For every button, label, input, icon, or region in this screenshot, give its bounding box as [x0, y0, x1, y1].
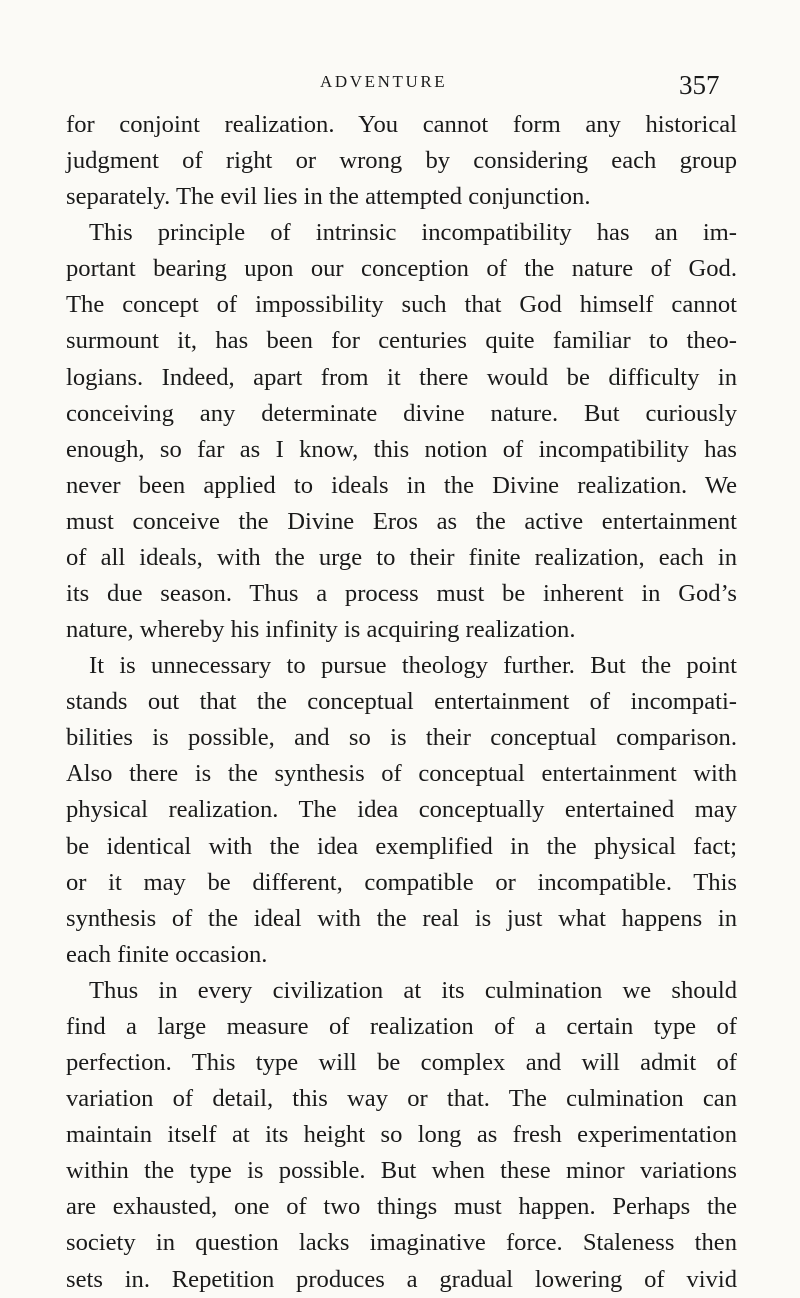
- text-line: logians. Indeed, apart from it there would be difficulty in: [66, 363, 737, 391]
- text-line: This principle of intrinsic incompatibility has an im-: [89, 219, 737, 247]
- text-line: stands out that the conceptual entertainment of incompati-: [66, 688, 737, 716]
- running-head: [0, 64, 800, 104]
- text-line: synthesis of the ideal with the real is just what happens in: [66, 904, 737, 932]
- text-line: its due season. Thus a process must be inherent in God’s: [66, 580, 737, 608]
- text-line: each finite occasion.: [66, 940, 268, 968]
- text-line: perfection. This type will be complex and will admit of: [66, 1049, 737, 1077]
- text-line: The concept of impossibility such that God himself cannot: [66, 291, 737, 319]
- text-line: variation of detail, this way or that. The culmination can: [66, 1085, 737, 1113]
- running-title: ADVENTURE: [320, 72, 448, 91]
- text-line: physical realization. The idea conceptually entertained may: [66, 796, 737, 824]
- text-line: It is unnecessary to pursue theology further. But the point: [89, 652, 737, 680]
- text-line: nature, whereby his infinity is acquiring realization.: [66, 616, 576, 644]
- text-line: of all ideals, with the urge to their finite realization, each in: [66, 543, 737, 571]
- text-line: separately. The evil lies in the attempted conjunction.: [66, 183, 591, 211]
- text-line: portant bearing upon our conception of the nature of God.: [66, 255, 737, 283]
- text-line: never been applied to ideals in the Divine realization. We: [66, 471, 737, 499]
- text-line: for conjoint realization. You cannot form any historical: [66, 111, 737, 138]
- text-line: or it may be different, compatible or incompatible. This: [66, 868, 737, 896]
- text-line: bilities is possible, and so is their conceptual comparison.: [66, 724, 737, 752]
- text-line: judgment of right or wrong by considering each group: [66, 147, 737, 175]
- text-line: surmount it, has been for centuries quite familiar to theo-: [66, 327, 737, 355]
- text-line: are exhausted, one of two things must happen. Perhaps the: [66, 1193, 737, 1221]
- page-number: 357: [679, 70, 720, 100]
- text-line: conceiving any determinate divine nature. But curiously: [66, 399, 737, 427]
- text-line: sets in. Repetition produces a gradual lowering of vivid: [66, 1265, 737, 1293]
- text-line: within the type is possible. But when these minor variations: [66, 1157, 737, 1185]
- text-line: must conceive the Divine Eros as the active entertainment: [66, 507, 737, 535]
- text-line: society in question lacks imaginative force. Staleness then: [66, 1229, 737, 1257]
- text-line: be identical with the idea exemplified in the physical fact;: [66, 832, 737, 860]
- text-line: find a large measure of realization of a certain type of: [66, 1012, 737, 1040]
- text-line: Thus in every civilization at its culmination we should: [89, 976, 737, 1004]
- text-line: Also there is the synthesis of conceptual entertainment with: [66, 760, 737, 788]
- text-line: maintain itself at its height so long as fresh experimentation: [66, 1121, 737, 1149]
- body-text: [66, 107, 737, 1298]
- text-line: enough, so far as I know, this notion of incompatibility has: [66, 435, 737, 463]
